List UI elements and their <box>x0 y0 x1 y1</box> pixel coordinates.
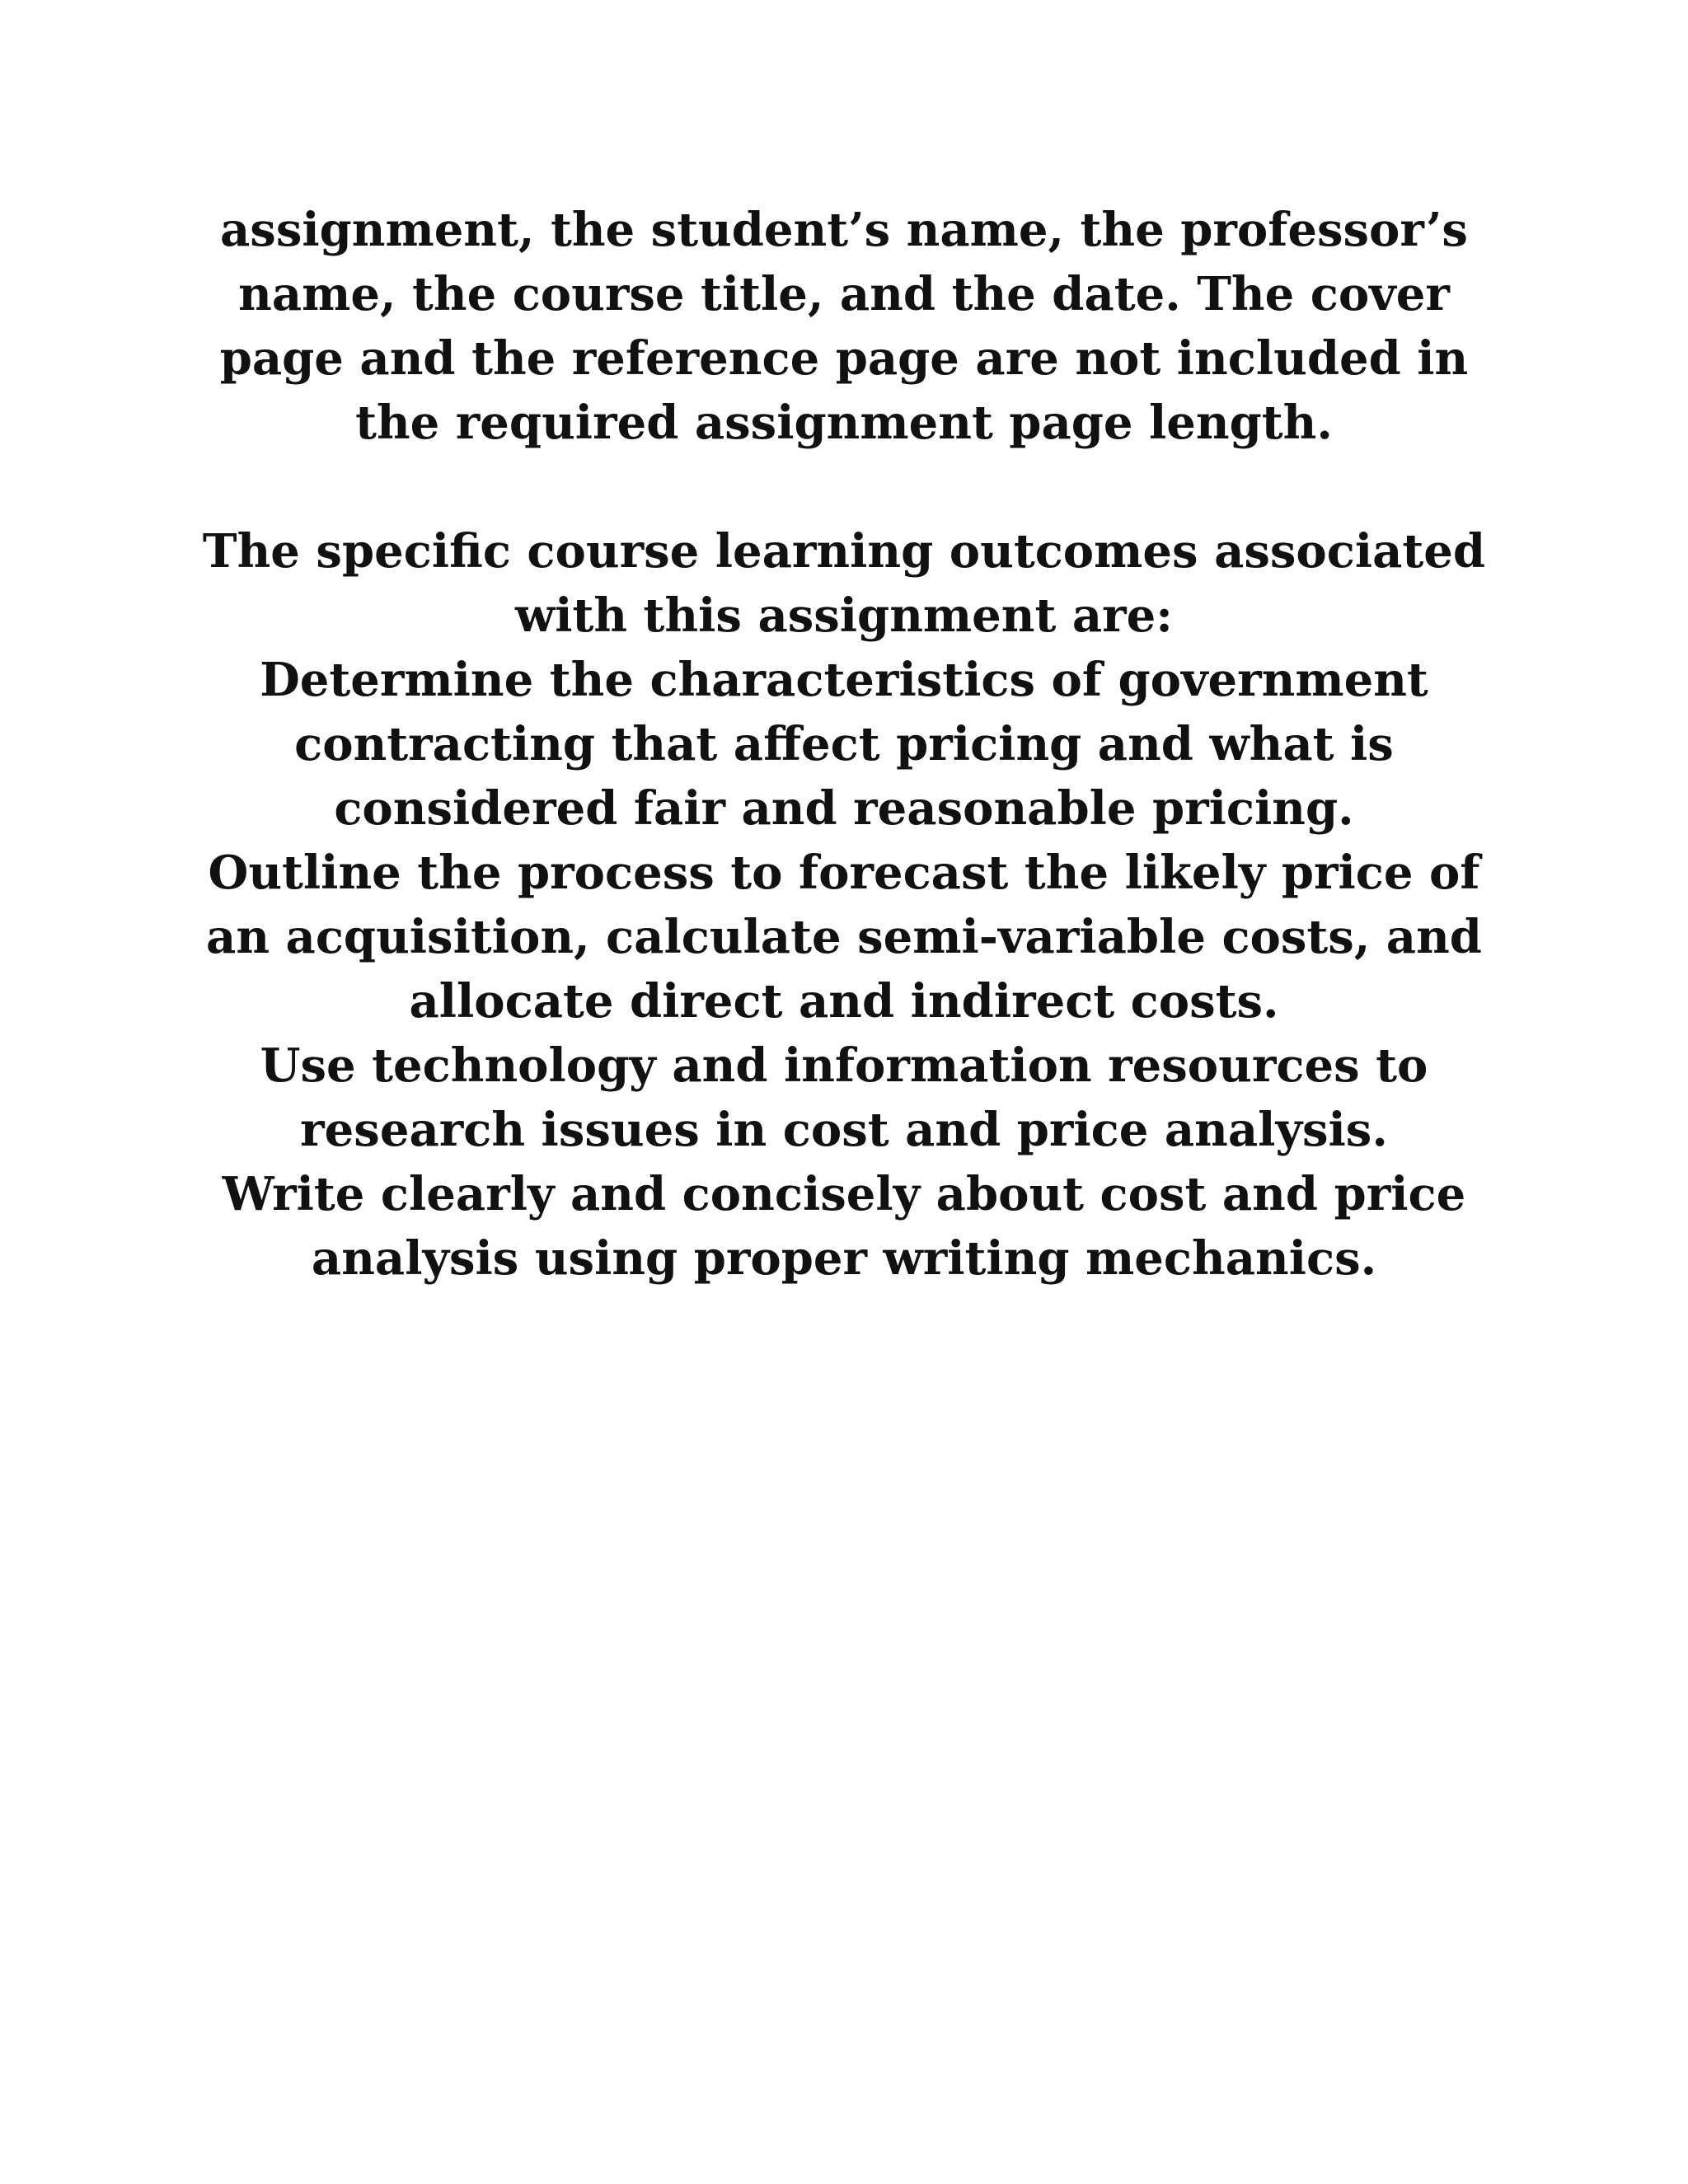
outcome-item-1 <box>165 648 1523 841</box>
text-line: Write clearly and concisely about cost and price <box>222 1167 1466 1221</box>
text-line: Use technology and information resources to <box>260 1038 1428 1093</box>
paragraph-spacer <box>165 455 1523 519</box>
text-line: research issues in cost and price analysis. <box>300 1103 1388 1157</box>
text-line: assignment, the student’s name, the professor’s <box>220 203 1468 257</box>
text-line: an acquisition, calculate semi-variable costs, and <box>206 910 1482 964</box>
text-line: analysis using proper writing mechanics. <box>311 1231 1377 1286</box>
text-line: page and the reference page are not included in <box>219 331 1469 386</box>
cover-page-paragraph <box>165 198 1523 455</box>
document-body <box>165 198 1523 1291</box>
text-line: allocate direct and indirect costs. <box>409 974 1279 1029</box>
text-line: Outline the process to forecast the likely price of <box>208 846 1480 900</box>
outcome-item-4 <box>165 1162 1523 1291</box>
text-line: the required assignment page length. <box>355 396 1333 450</box>
outcome-item-3 <box>165 1033 1523 1162</box>
text-line: contracting that affect pricing and what is <box>294 717 1394 771</box>
outcome-item-2 <box>165 841 1523 1033</box>
text-line: name, the course title, and the date. The cover <box>238 267 1450 321</box>
text-line: considered fair and reasonable pricing. <box>334 781 1354 836</box>
text-line: with this assignment are: <box>515 588 1173 643</box>
text-line: Determine the characteristics of government <box>260 653 1428 707</box>
outcomes-intro <box>165 519 1523 648</box>
text-line: The specific course learning outcomes associated <box>202 524 1486 579</box>
